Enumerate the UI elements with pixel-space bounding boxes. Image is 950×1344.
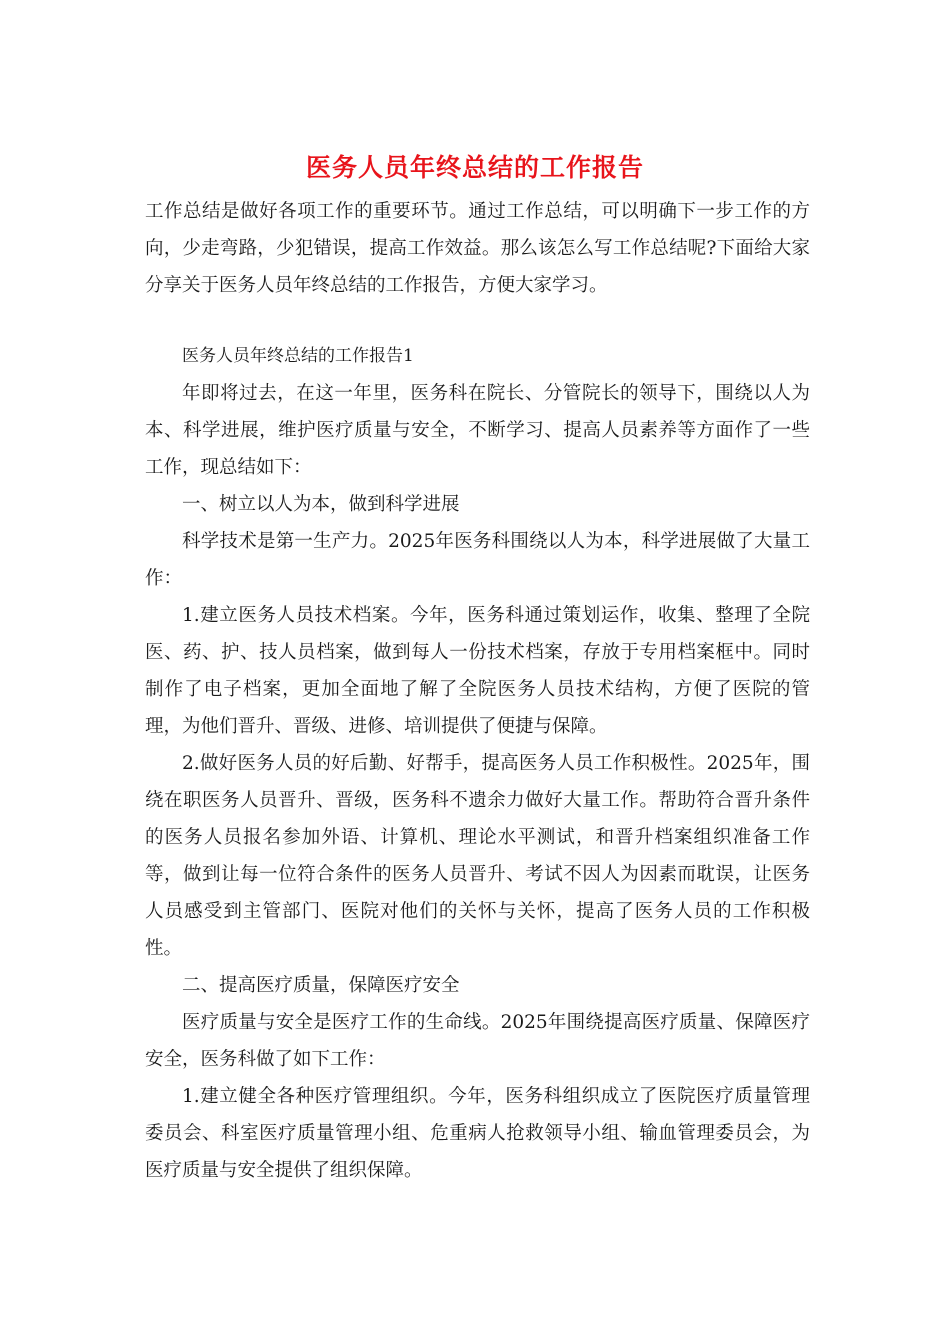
document-title: 医务人员年终总结的工作报告 xyxy=(305,153,644,182)
body-paragraph: 科学技术是第一生产力。2025年医务科围绕以人为本，科学进展做了大量工作： xyxy=(145,531,810,589)
body-paragraph: 1.建立健全各种医疗管理组织。今年，医务科组织成立了医院医疗质量管理委员会、科室医疗质量管理小组、危重病人抢救领导小组、输血管理委员会，为医疗质量与安全提供了组织保障。 xyxy=(145,1086,810,1181)
body-paragraph: 2.做好医务人员的好后勤、好帮手，提高医务人员工作积极性。2025年，围绕在职医务人员晋升、晋级，医务科不遗余力做好大量工作。帮助符合晋升条件的医务人员报名参加外语、计算机、理论水平测试，和晋升档案组织准备工作等，做到让每一位符合条件的医务人员晋升、考试不因人为因素而耽误，让医务人员感受到主管部门、医院对他们的关怀与关怀，提高了医务人员的工作积极性。 xyxy=(145,753,810,959)
body-paragraph: 1.建立医务人员技术档案。今年，医务科通过策划运作，收集、整理了全院医、药、护、技人员档案，做到每人一份技术档案，存放于专用档案框中。同时制作了电子档案，更加全面地了解了全院医务人员技术结构，方便了医院的管理，为他们晋升、晋级、进修、培训提供了便捷与保障。 xyxy=(145,605,810,737)
report-body xyxy=(145,338,810,1189)
section-heading: 一、树立以人为本，做到科学进展 xyxy=(182,494,460,515)
section-heading: 二、提高医疗质量，保障医疗安全 xyxy=(182,975,460,996)
body-paragraph: 医疗质量与安全是医疗工作的生命线。2025年围绕提高医疗质量、保障医疗安全，医务科做了如下工作： xyxy=(145,1012,810,1070)
intro-paragraph: 工作总结是做好各项工作的重要环节。通过工作总结，可以明确下一步工作的方向，少走弯路，少犯错误，提高工作效益。那么该怎么写工作总结呢?下面给大家分享关于医务人员年终总结的工作报告，方便大家学习。 xyxy=(145,201,810,296)
body-paragraph: 年即将过去，在这一年里，医务科在院长、分管院长的领导下，围绕以人为本、科学进展，维护医疗质量与安全，不断学习、提高人员素养等方面作了一些工作，现总结如下： xyxy=(145,383,810,478)
report-heading: 医务人员年终总结的工作报告1 xyxy=(182,346,414,366)
